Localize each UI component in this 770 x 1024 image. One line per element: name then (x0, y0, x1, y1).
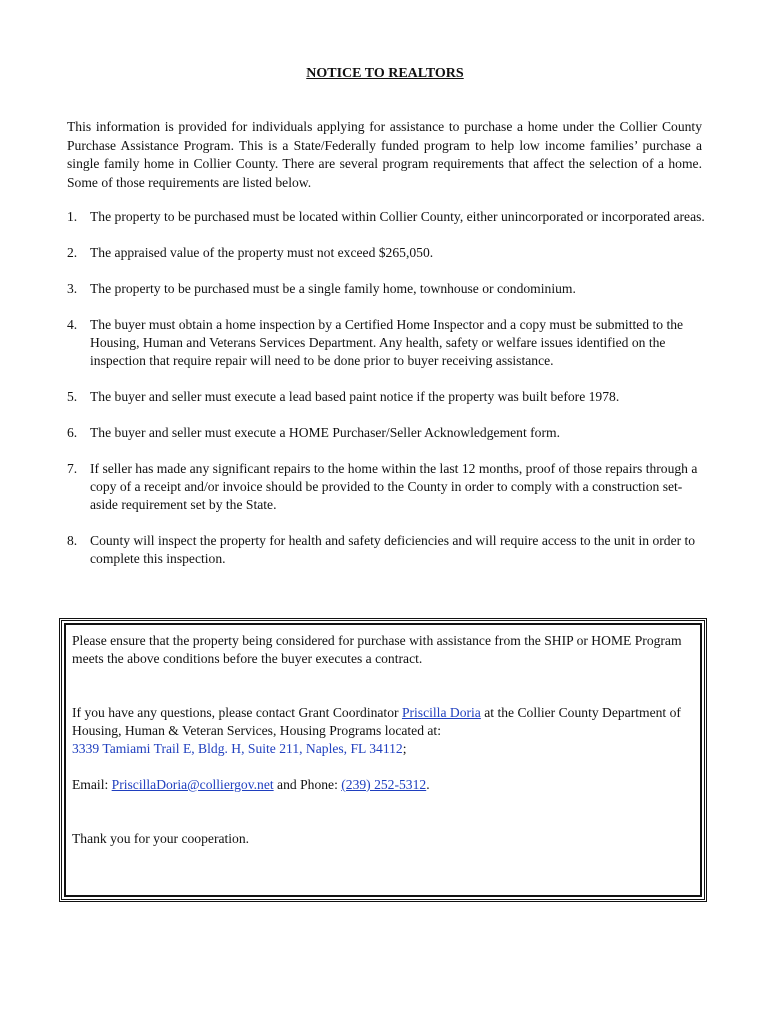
phone-label: and Phone: (273, 777, 342, 792)
list-item (67, 280, 707, 298)
list-item (67, 208, 707, 226)
list-item-text: The property to be purchased must be located within Collier County, either unincorporated or incorporated areas. (90, 209, 705, 224)
list-item-text: The buyer and seller must execute a lead based paint notice if the property was built before 1978. (90, 389, 620, 404)
email-link[interactable]: PriscillaDoria@colliergov.net (111, 777, 274, 792)
list-item-number: 3. (67, 281, 78, 296)
phone-suffix: . (426, 777, 430, 792)
contact-prefix: If you have any questions, please contact Grant Coordinator (72, 705, 402, 720)
address-suffix: ; (402, 741, 407, 756)
list-item-number: 7. (67, 461, 78, 476)
document-title: NOTICE TO REALTORS (306, 66, 464, 81)
email-phone-paragraph (72, 776, 694, 794)
list-item (67, 244, 707, 262)
list-item (67, 460, 707, 514)
list-item-text: The buyer and seller must execute a HOME Purchaser/Seller Acknowledgement form. (90, 425, 560, 440)
list-item (67, 388, 707, 406)
list-item-text: The buyer must obtain a home inspection by a Certified Home Inspector and a copy must be submitted to the Housing, Human and Veterans Services Department. Any health, safety or welfare issues identified on the inspection that require repair will need to be done prior to buyer receiving assistance. (90, 317, 684, 368)
list-item-number: 5. (67, 389, 78, 404)
list-item-text: If seller has made any significant repairs to the home within the last 12 months, proof of those repairs through a copy of a receipt and/or invoice should be provided to the County in order to comply with a construction set-aside requirement set by the State. (90, 461, 698, 512)
list-item-text: County will inspect the property for health and safety deficiencies and will require access to the unit in order to complete this inspection. (90, 533, 696, 566)
list-item-number: 4. (67, 317, 78, 332)
ensure-paragraph: Please ensure that the property being considered for purchase with assistance from the SHIP or HOME Program meets the above conditions before the buyer executes a contract. (72, 633, 682, 666)
address-link[interactable]: 3339 Tamiami Trail E, Bldg. H, Suite 211, Naples, FL 34112 (72, 741, 403, 756)
list-item-number: 6. (67, 425, 78, 440)
list-item (67, 316, 707, 370)
list-item (67, 532, 707, 568)
list-item (67, 424, 707, 442)
email-label: Email: (72, 777, 112, 792)
notice-box-inner (64, 623, 702, 897)
phone-link[interactable]: (239) 252-5312 (341, 777, 427, 792)
contact-suffix: at the Collier County Department of Housing, Human & Veteran Services, Housing Programs located at: (72, 705, 681, 738)
notice-box (59, 618, 707, 902)
list-item-text: The property to be purchased must be a single family home, townhouse or condominium. (90, 281, 576, 296)
thanks-paragraph: Thank you for your cooperation. (72, 831, 250, 846)
intro-paragraph: This information is provided for individuals applying for assistance to purchase a home under the Collier County Purchase Assistance Program. This is a State/Federally funded program to help low income families’ purchase a single family home in Collier County. There are several program requirements that affect the selection of a home. Some of those requirements are listed below. (67, 119, 702, 190)
list-item-number: 2. (67, 245, 78, 260)
contact-paragraph (72, 704, 694, 758)
list-item-text: The appraised value of the property must not exceed $265,050. (90, 245, 434, 260)
list-item-number: 8. (67, 533, 78, 548)
list-item-number: 1. (67, 209, 78, 224)
contact-name-link[interactable]: Priscilla Doria (401, 705, 481, 720)
requirements-list (67, 208, 707, 586)
